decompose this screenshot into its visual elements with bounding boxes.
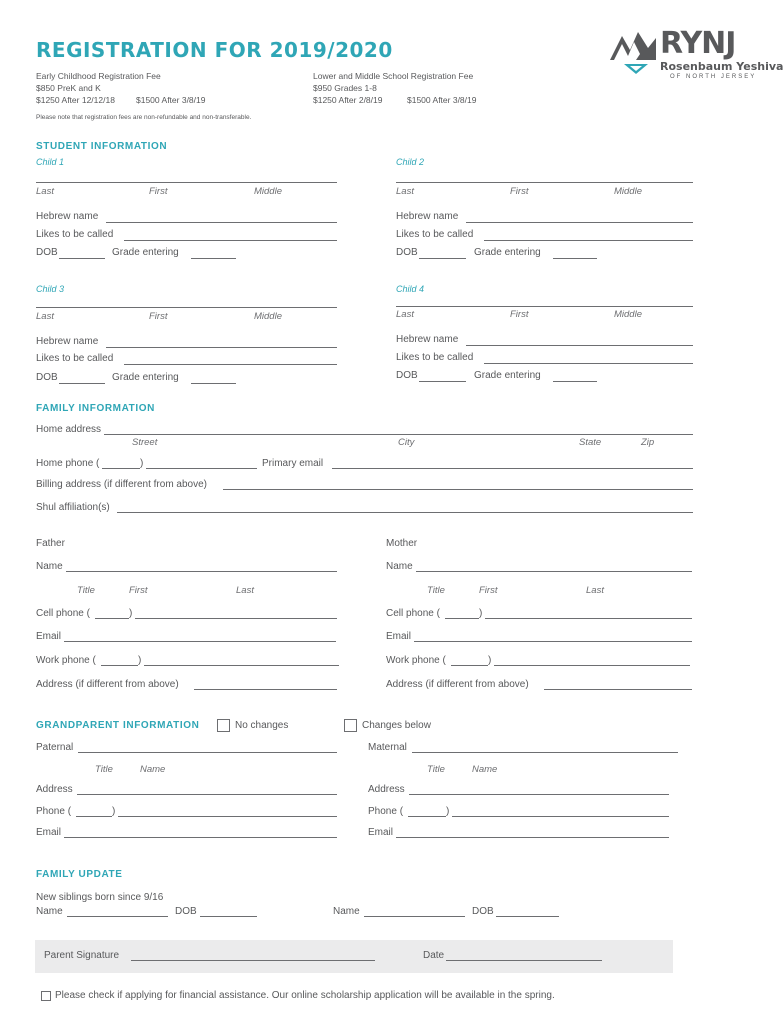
mother-work-field[interactable] — [494, 665, 690, 666]
early-fee-after-1: $1250 After 12/12/18 — [36, 95, 115, 105]
child-4-first-caption: First — [510, 309, 529, 320]
father-address-field[interactable] — [194, 689, 337, 690]
maternal-name-field[interactable] — [412, 752, 678, 753]
child-2-likes-field[interactable] — [484, 240, 693, 241]
fee-note: Please note that registration fees are non-refundable and non-transferable. — [36, 114, 252, 121]
child-3-last-caption: Last — [36, 311, 54, 322]
family-info-heading: FAMILY INFORMATION — [36, 403, 155, 414]
mother-address-label: Address (if different from above) — [386, 679, 529, 690]
street-caption: Street — [132, 437, 158, 448]
state-caption: State — [579, 437, 602, 448]
sibling-1-name-label: Name — [36, 906, 63, 917]
child-2-label: Child 2 — [396, 157, 425, 167]
mother-cell-paren: ) — [479, 608, 483, 619]
child-2-grade-label: Grade entering — [474, 247, 541, 258]
logo-mark: RYNJ — [660, 26, 736, 61]
maternal-email-label: Email — [368, 827, 394, 838]
maternal-title-caption: Title — [427, 764, 445, 775]
father-cell-area-field[interactable] — [95, 618, 129, 619]
child-4-likes-field[interactable] — [484, 363, 693, 364]
child-1-name-line[interactable] — [36, 182, 337, 183]
child-3-middle-caption: Middle — [254, 311, 282, 322]
home-phone-label: Home phone ( — [36, 458, 100, 469]
paternal-title-caption: Title — [95, 764, 113, 775]
mother-work-label: Work phone ( — [386, 655, 446, 666]
zip-caption: Zip — [641, 437, 655, 448]
child-3-first-caption: First — [149, 311, 168, 322]
child-2-dob-label: DOB — [396, 247, 418, 258]
financial-assistance-checkbox[interactable] — [41, 991, 51, 1001]
mother-address-field[interactable] — [544, 689, 692, 690]
school-logo — [608, 26, 783, 86]
child-1-first-caption: First — [149, 186, 168, 197]
primary-email-label: Primary email — [262, 458, 324, 469]
child-3-hebrew-field[interactable] — [106, 347, 337, 348]
lower-fee-heading: Lower and Middle School Registration Fee — [313, 71, 474, 81]
paternal-phone-paren: ) — [112, 806, 116, 817]
maternal-phone-label: Phone ( — [368, 806, 404, 817]
child-1-middle-caption: Middle — [254, 186, 282, 197]
early-fee-heading: Early Childhood Registration Fee — [36, 71, 161, 81]
signature-bar — [35, 940, 673, 973]
maternal-address-label: Address — [368, 784, 405, 795]
child-3-likes-field[interactable] — [124, 364, 337, 365]
home-phone-paren: ) — [140, 458, 144, 469]
child-1-label: Child 1 — [36, 157, 65, 167]
child-3-dob-label: DOB — [36, 372, 58, 383]
child-4-last-caption: Last — [396, 309, 414, 320]
child-3-grade-field[interactable] — [191, 383, 236, 384]
father-cell-label: Cell phone ( — [36, 608, 90, 619]
early-fee-prek: $850 PreK and K — [36, 83, 101, 93]
early-fee-after-2: $1500 After 3/8/19 — [136, 95, 206, 105]
father-cell-paren: ) — [129, 608, 133, 619]
lower-fee-grades: $950 Grades 1-8 — [313, 83, 377, 93]
father-work-paren: ) — [138, 655, 142, 666]
child-1-dob-label: DOB — [36, 247, 58, 258]
child-1-likes-field[interactable] — [124, 240, 337, 241]
no-changes-label: No changes — [235, 720, 289, 731]
billing-address-field[interactable] — [223, 489, 693, 490]
lower-fee-after-1: $1250 After 2/8/19 — [313, 95, 383, 105]
child-4-dob-field[interactable] — [419, 381, 466, 382]
father-address-label: Address (if different from above) — [36, 679, 179, 690]
home-address-label: Home address — [36, 424, 102, 435]
page-title: REGISTRATION FOR 2019/2020 — [36, 38, 393, 62]
logo-name: Rosenbaum Yeshiva — [660, 60, 783, 73]
logo-sub: OF NORTH JERSEY — [670, 74, 757, 80]
father-title-caption: Title — [77, 585, 95, 596]
child-2-dob-field[interactable] — [419, 258, 466, 259]
child-2-last-caption: Last — [396, 186, 414, 197]
child-3-hebrew-label: Hebrew name — [36, 336, 99, 347]
date-field[interactable] — [446, 960, 602, 961]
mother-email-label: Email — [386, 631, 412, 642]
father-work-field[interactable] — [144, 665, 339, 666]
paternal-phone-label: Phone ( — [36, 806, 72, 817]
child-4-grade-field[interactable] — [553, 381, 597, 382]
father-name-field[interactable] — [66, 571, 337, 572]
child-3-name-line[interactable] — [36, 307, 337, 308]
billing-address-label: Billing address (if different from above) — [36, 479, 208, 490]
new-siblings-label: New siblings born since 9/16 — [36, 892, 164, 903]
child-2-first-caption: First — [510, 186, 529, 197]
paternal-phone-area-field[interactable] — [76, 816, 112, 817]
maternal-phone-area-field[interactable] — [408, 816, 446, 817]
child-4-dob-label: DOB — [396, 370, 418, 381]
child-1-likes-label: Likes to be called — [36, 229, 114, 240]
financial-assistance-label: Please check if applying for financial assistance. Our online scholarship application will be available in the spring. — [55, 990, 555, 1001]
father-heading: Father — [36, 538, 65, 549]
child-4-grade-label: Grade entering — [474, 370, 541, 381]
child-1-hebrew-label: Hebrew name — [36, 211, 99, 222]
sibling-2-name-label: Name — [333, 906, 360, 917]
parent-signature-label: Parent Signature — [44, 950, 120, 961]
home-address-field[interactable] — [104, 434, 693, 435]
no-changes-checkbox[interactable] — [217, 719, 230, 732]
child-4-hebrew-label: Hebrew name — [396, 334, 459, 345]
paternal-name-field[interactable] — [78, 752, 337, 753]
maternal-label: Maternal — [368, 742, 407, 753]
grandparent-info-heading: GRANDPARENT INFORMATION — [36, 720, 200, 731]
sibling-2-name-field[interactable] — [364, 916, 465, 917]
child-1-dob-field[interactable] — [59, 258, 105, 259]
father-email-field[interactable] — [64, 641, 336, 642]
father-cell-field[interactable] — [135, 618, 337, 619]
father-email-label: Email — [36, 631, 62, 642]
child-3-label: Child 3 — [36, 284, 65, 294]
parent-signature-field[interactable] — [131, 960, 375, 961]
student-info-heading: STUDENT INFORMATION — [36, 141, 168, 152]
shul-field[interactable] — [117, 512, 693, 513]
child-1-grade-field[interactable] — [191, 258, 236, 259]
home-phone-field[interactable] — [146, 468, 257, 469]
father-name-label: Name — [36, 561, 63, 572]
child-3-dob-field[interactable] — [59, 383, 105, 384]
father-last-caption: Last — [236, 585, 254, 596]
child-2-middle-caption: Middle — [614, 186, 642, 197]
father-work-area-field[interactable] — [101, 665, 138, 666]
paternal-email-label: Email — [36, 827, 62, 838]
mother-work-area-field[interactable] — [451, 665, 488, 666]
sibling-1-dob-field[interactable] — [200, 916, 257, 917]
child-2-likes-label: Likes to be called — [396, 229, 474, 240]
mother-email-field[interactable] — [414, 641, 692, 642]
maternal-name-caption: Name — [472, 764, 498, 775]
child-1-grade-label: Grade entering — [112, 247, 179, 258]
sibling-2-dob-label: DOB — [472, 906, 494, 917]
child-1-last-caption: Last — [36, 186, 54, 197]
paternal-address-label: Address — [36, 784, 73, 795]
mother-cell-label: Cell phone ( — [386, 608, 440, 619]
lower-fee-after-2: $1500 After 3/8/19 — [407, 95, 477, 105]
changes-below-label: Changes below — [362, 720, 431, 731]
maternal-phone-field[interactable] — [452, 816, 669, 817]
father-first-caption: First — [129, 585, 148, 596]
mother-first-caption: First — [479, 585, 498, 596]
paternal-name-caption: Name — [140, 764, 166, 775]
shul-label: Shul affiliation(s) — [36, 502, 110, 513]
mother-heading: Mother — [386, 538, 418, 549]
child-2-hebrew-field[interactable] — [466, 222, 693, 223]
child-4-hebrew-field[interactable] — [466, 345, 693, 346]
maternal-email-field[interactable] — [396, 837, 669, 838]
logo-emblem-icon — [608, 28, 660, 74]
paternal-phone-field[interactable] — [118, 816, 337, 817]
child-4-middle-caption: Middle — [614, 309, 642, 320]
child-2-grade-field[interactable] — [553, 258, 597, 259]
mother-title-caption: Title — [427, 585, 445, 596]
paternal-email-field[interactable] — [64, 837, 337, 838]
mother-last-caption: Last — [586, 585, 604, 596]
paternal-label: Paternal — [36, 742, 74, 753]
child-3-likes-label: Likes to be called — [36, 353, 114, 364]
paternal-address-field[interactable] — [77, 794, 337, 795]
mother-name-label: Name — [386, 561, 413, 572]
sibling-1-name-field[interactable] — [67, 916, 168, 917]
child-4-label: Child 4 — [396, 284, 425, 294]
child-1-hebrew-field[interactable] — [106, 222, 337, 223]
child-2-name-line[interactable] — [396, 182, 693, 183]
date-label: Date — [423, 950, 445, 961]
sibling-2-dob-field[interactable] — [496, 916, 559, 917]
family-update-heading: FAMILY UPDATE — [36, 869, 123, 880]
child-3-grade-label: Grade entering — [112, 372, 179, 383]
home-phone-area-field[interactable] — [102, 468, 140, 469]
mother-cell-area-field[interactable] — [445, 618, 479, 619]
mother-work-paren: ) — [488, 655, 492, 666]
child-2-hebrew-label: Hebrew name — [396, 211, 459, 222]
mother-name-field[interactable] — [416, 571, 692, 572]
changes-below-checkbox[interactable] — [344, 719, 357, 732]
child-4-likes-label: Likes to be called — [396, 352, 474, 363]
city-caption: City — [398, 437, 415, 448]
maternal-phone-paren: ) — [446, 806, 450, 817]
child-4-name-line[interactable] — [396, 306, 693, 307]
mother-cell-field[interactable] — [485, 618, 692, 619]
primary-email-field[interactable] — [332, 468, 693, 469]
maternal-address-field[interactable] — [409, 794, 669, 795]
father-work-label: Work phone ( — [36, 655, 96, 666]
sibling-1-dob-label: DOB — [175, 906, 197, 917]
